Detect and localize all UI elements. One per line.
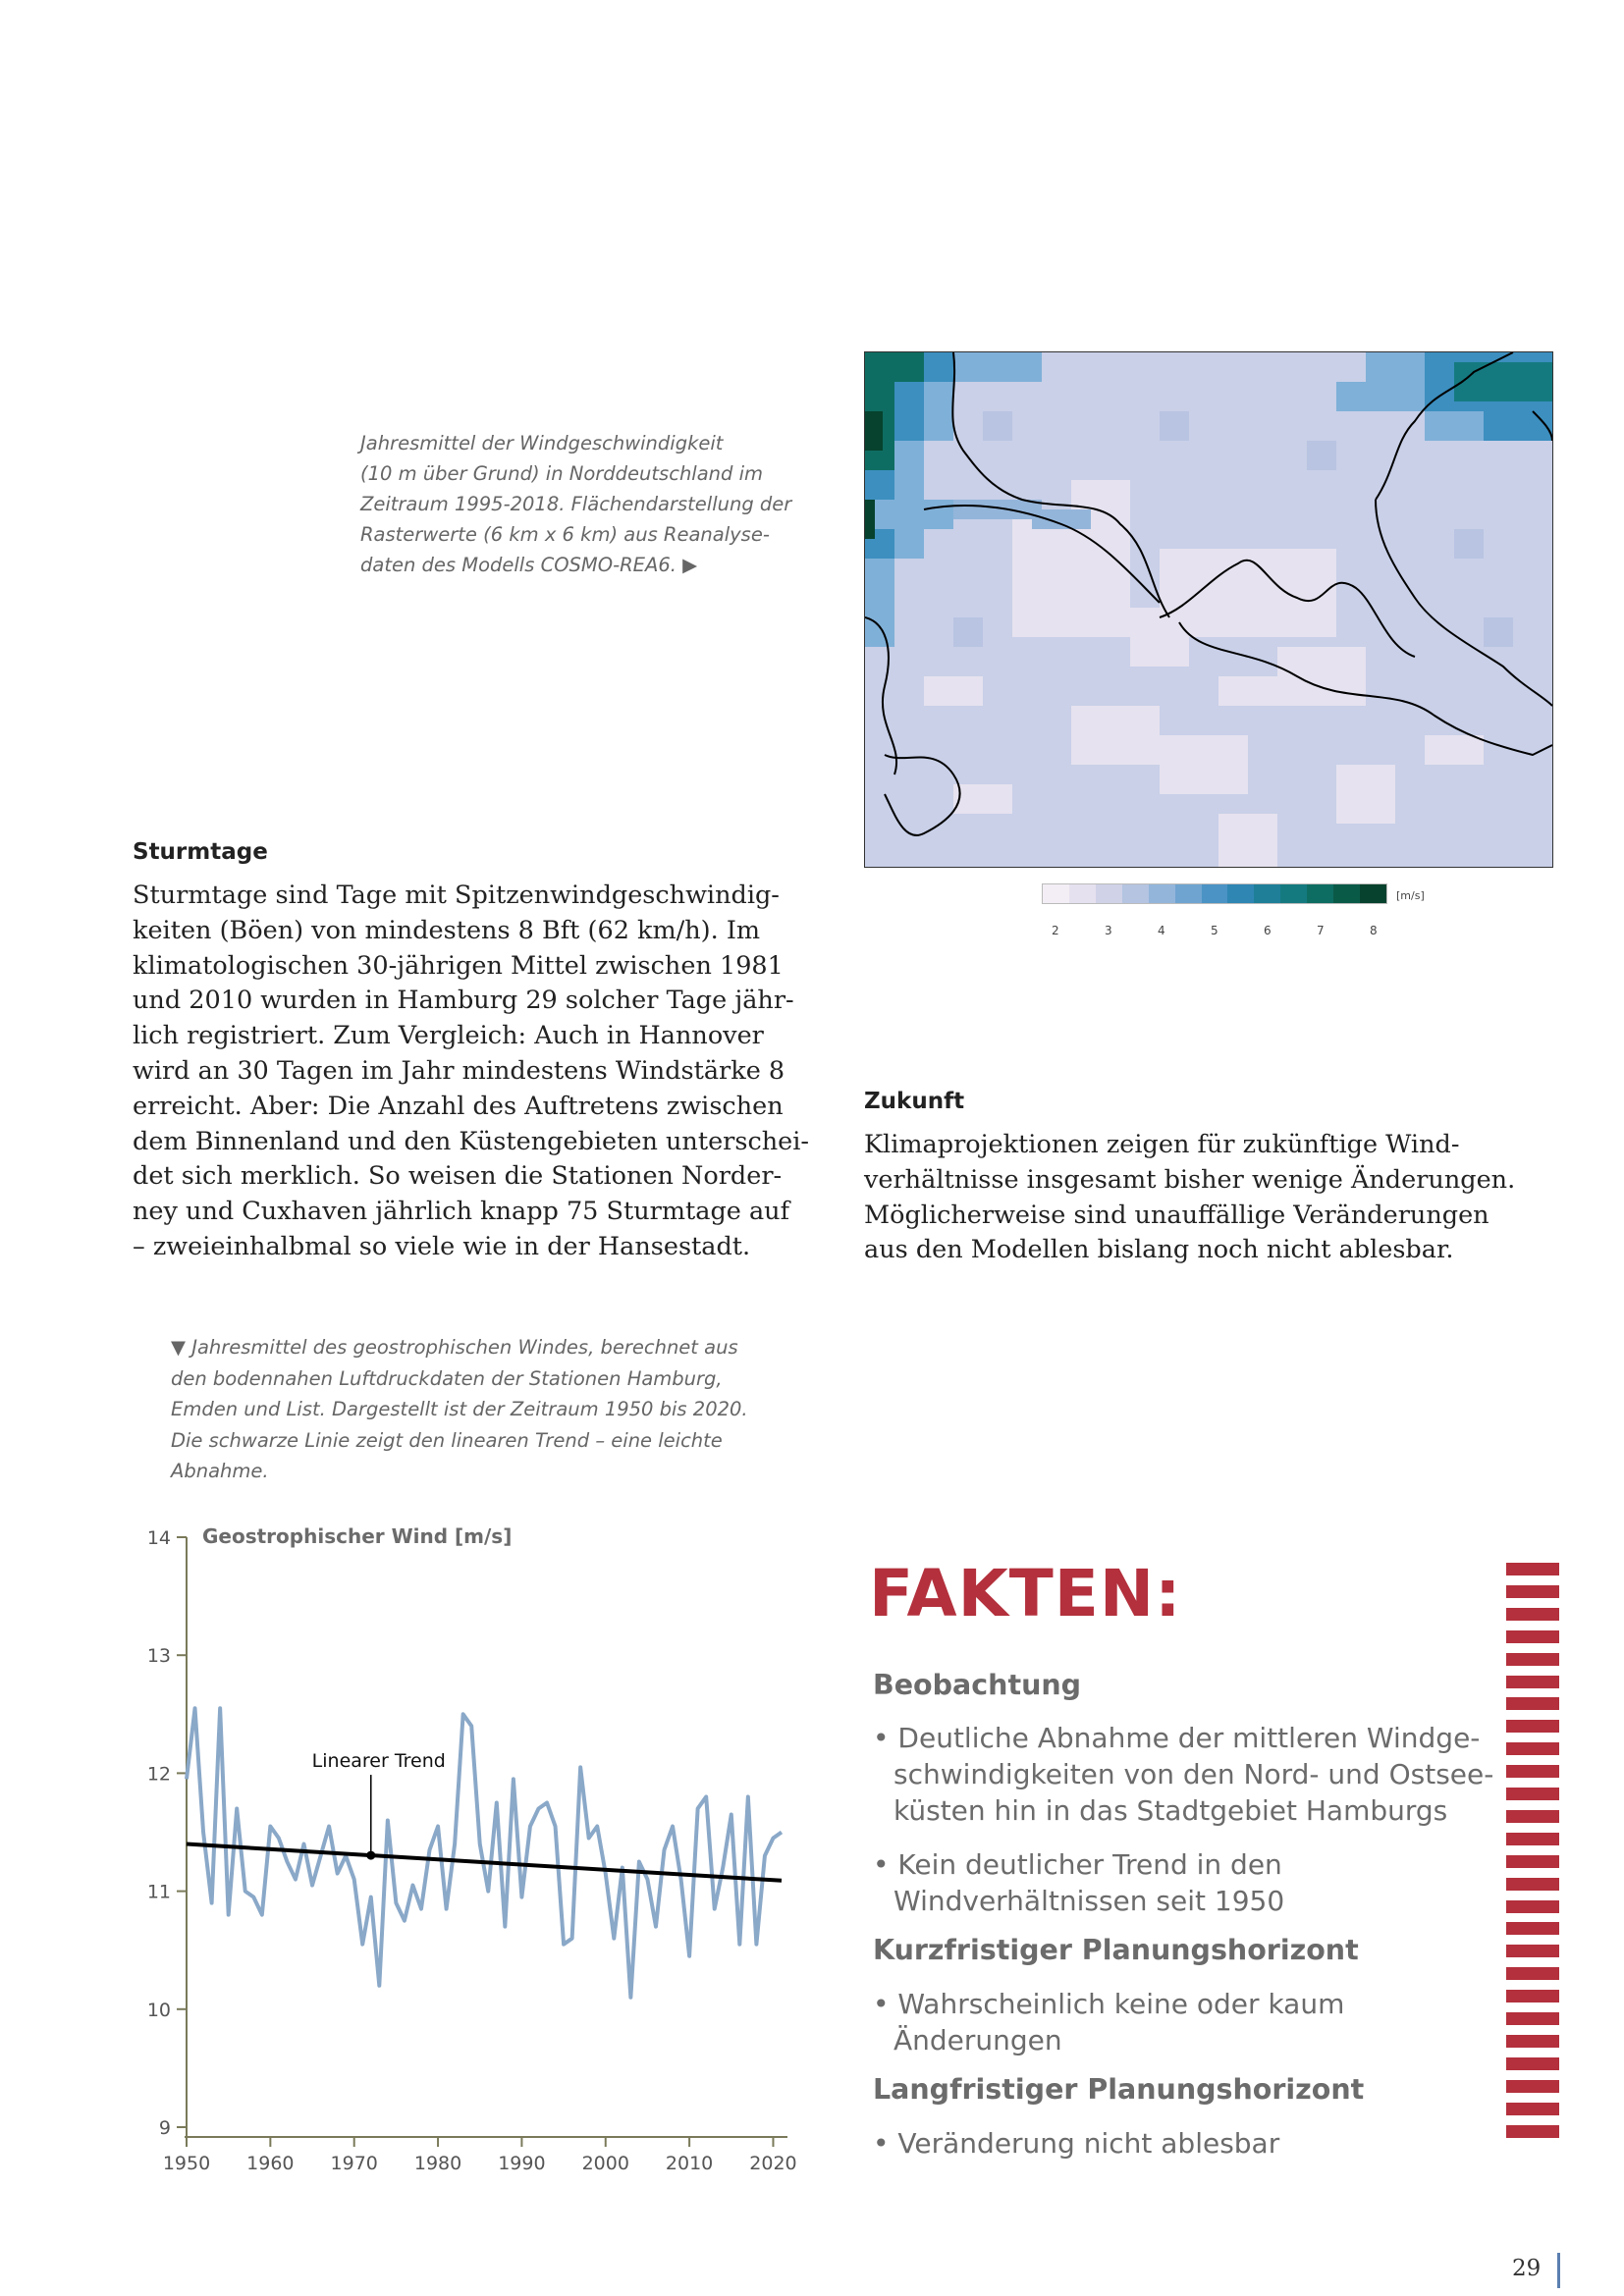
x-tick-label: 1990 [498,2153,546,2174]
legend-swatch [1280,884,1307,903]
stripe-bar [1506,1765,1559,1778]
legend-swatch [1254,884,1280,903]
stripe-bar [1506,1833,1559,1845]
facts-item: • Veränderung nicht ablesbar [873,2127,1280,2160]
x-tick-label: 1950 [162,2153,211,2174]
stripe-bar [1506,2057,1559,2070]
stripe-bar [1506,1922,1559,1935]
stripe-bar [1506,1742,1559,1755]
legend-swatch [1149,884,1175,903]
x-tick-label: 2000 [581,2153,629,2174]
facts-section-heading: Beobachtung [873,1669,1082,1701]
legend-swatch [1202,884,1228,903]
stripe-bar [1506,2035,1559,2048]
legend-tick: 4 [1158,924,1165,937]
legend-swatch [1122,884,1149,903]
y-tick-label: 10 [146,1999,171,2021]
sturmtage-heading: Sturmtage [133,839,268,865]
stripe-bar [1506,1585,1559,1598]
y-tick-label: 14 [146,1527,171,1549]
wind-series-line [187,1708,782,1997]
legend-swatch [1175,884,1202,903]
stripe-bar [1506,1967,1559,1980]
page-number: 29 [1512,2256,1542,2281]
x-tick-label: 1970 [330,2153,378,2174]
zukunft-heading: Zukunft [864,1089,965,1114]
y-tick-label: 11 [146,1881,171,1903]
stripe-bar [1506,2080,1559,2093]
stripe-bar [1506,1563,1559,1575]
x-tick-label: 2020 [749,2153,797,2174]
legend-swatch [1307,884,1333,903]
x-tick-label: 1980 [413,2153,462,2174]
legend-tick: 6 [1264,924,1272,937]
map-graphic [865,352,1552,867]
wind-speed-map [864,351,1553,868]
zukunft-body: Klimaprojektionen zeigen für zukünftige Wind- verhältnisse insgesamt bisher wenige Änderungen. Möglicherweise sind unauffällige Veränderungen aus den Modellen bislang noch nicht ablesbar. [864,1130,1516,1265]
y-tick-label: 13 [146,1645,171,1668]
stripe-bar [1506,1878,1559,1891]
stripe-bar [1506,1720,1559,1733]
stripe-bar [1506,1810,1559,1823]
legend-swatch [1227,884,1254,903]
legend-tick: 7 [1317,924,1325,937]
y-tick-label: 9 [158,2117,171,2139]
map-caption: Jahresmittel der Windgeschwindigkeit (10 m über Grund) in Norddeutschland im Zeitraum 1995-2018. Flächendarstellung der Rasterwerte (6 km x 6 km) aus Reanalyse- daten des Modells COSMO-REA6. ▶ [360,432,792,576]
x-tick-label: 2010 [665,2153,714,2174]
color-legend-bar [1043,884,1386,903]
legend-unit: [m/s] [1396,889,1425,902]
legend-swatch [1333,884,1360,903]
facts-item: • Kein deutlicher Trend in den Windverhältnissen seit 1950 [873,1848,1285,1917]
legend-tick: 8 [1370,924,1378,937]
stripe-bar [1506,1990,1559,2002]
chart-title: Geostrophischer Wind [m/s] [202,1524,513,1548]
facts-item: • Wahrscheinlich keine oder kaum Änderungen [873,1988,1345,2056]
legend-swatch [1043,884,1069,903]
stripe-bar [1506,2125,1559,2138]
chart-caption: ▼ Jahresmittel des geostrophischen Windes, berechnet aus den bodennahen Luftdruckdaten der Stationen Hamburg, Emden und List. Dargestellt ist der Zeitraum 1950 bis 2020. Die schwarze Linie zeigt den linearen Trend – eine leichte Abnahme. [171,1336,748,1482]
x-tick-label: 1960 [246,2153,295,2174]
annotation-label: Linearer Trend [311,1750,446,1773]
stripe-bar [1506,1653,1559,1666]
stripe-bar [1506,2012,1559,2025]
stripe-bar [1506,1676,1559,1688]
stripe-bar [1506,1945,1559,1957]
y-tick-label: 12 [146,1763,171,1786]
facts-item: • Deutliche Abnahme der mittleren Windge- schwindigkeiten von den Nord- und Ostsee- küsten hin in das Stadtgebiet Hamburgs [873,1722,1494,1827]
stripe-bar [1506,1630,1559,1643]
sturmtage-body: Sturmtage sind Tage mit Spitzenwindgeschwindig- keiten (Böen) von mindestens 8 Bft (62 km/h). Im klimatologischen 30-jährigen Mittel zwischen 1981 und 2010 wurden in Hamburg 29 solcher Tage jähr- lich registriert. Zum Vergleich: Auch in Hannover wird an 30 Tagen im Jahr mindestens Windstärke 8 erreicht. Aber: Die Anzahl des Auftretens zwischen dem Binnenland und den Küstengebieten unterschei- det sich merklich. So weisen die Stationen Norder- ney und Cuxhaven jährlich knapp 75 Sturmtage auf – zweieinhalbmal so viele wie in der Hansestadt. [133,881,810,1261]
legend-swatch [1069,884,1096,903]
legend-tick: 3 [1105,924,1112,937]
legend-swatch [1096,884,1122,903]
facts-title: FAKTEN: [869,1556,1182,1631]
stripe-bar [1506,1697,1559,1710]
geostrophic-wind-chart [137,1517,825,2184]
legend-tick: 5 [1211,924,1218,937]
legend-tick: 2 [1052,924,1059,937]
chart-ticks [147,1527,797,2174]
stripe-bar [1506,1855,1559,1868]
annotation-dot [366,1851,375,1860]
facts-section-heading: Kurzfristiger Planungshorizont [873,1934,1359,1966]
stripe-bar [1506,2103,1559,2115]
stripe-bar [1506,1900,1559,1913]
stripe-bar [1506,1608,1559,1621]
chart-series [187,1708,782,1997]
stripe-bar [1506,1788,1559,1800]
page-number-rule [1557,2253,1560,2288]
legend-swatch [1360,884,1386,903]
facts-section-heading: Langfristiger Planungshorizont [873,2073,1365,2106]
